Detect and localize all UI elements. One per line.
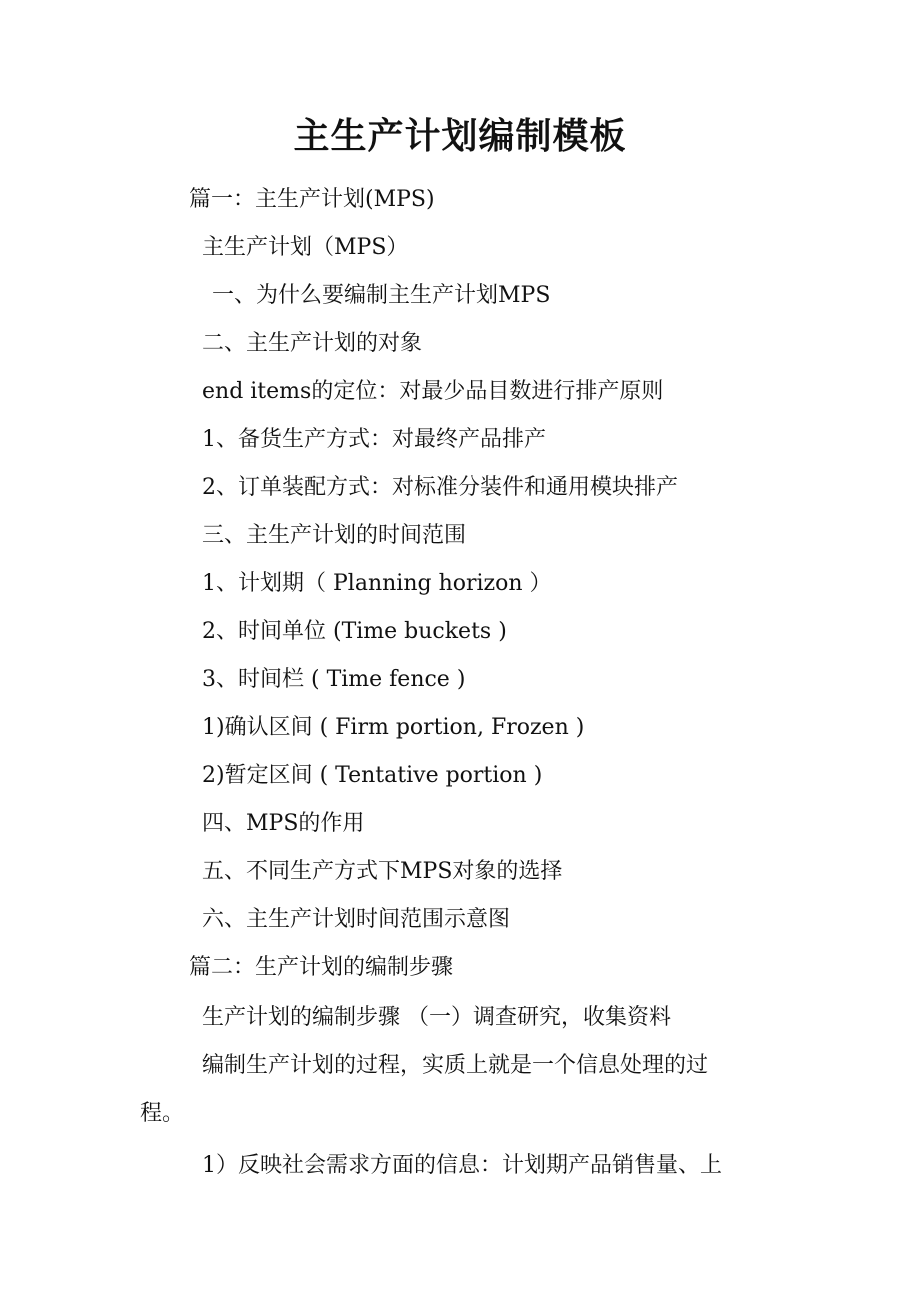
paragraph-line: 1、备货生产方式：对最终产品排产 — [202, 427, 546, 452]
paragraph-line: 生产计划的编制步骤 （一）调查研究，收集资料 — [202, 1005, 671, 1030]
section-heading-2: 篇二：生产计划的编制步骤 — [189, 955, 454, 980]
paragraph-line: 五、不同生产方式下MPS对象的选择 — [202, 859, 563, 884]
paragraph-line: 2、订单装配方式：对标准分装件和通用模块排产 — [202, 475, 678, 500]
paragraph-line: 1）反映社会需求方面的信息：计划期产品销售量、上 — [202, 1153, 722, 1178]
paragraph-line: 二、主生产计划的对象 — [202, 331, 423, 356]
paragraph-line: 编制生产计划的过程，实质上就是一个信息处理的过 — [202, 1053, 709, 1078]
document-title: 主生产计划编制模板 — [293, 115, 627, 157]
section-heading-1: 篇一：主生产计划(MPS) — [189, 187, 435, 212]
paragraph-line: 三、主生产计划的时间范围 — [202, 523, 467, 548]
paragraph-line: 一、为什么要编制主生产计划MPS — [212, 283, 551, 308]
paragraph-line: 1)确认区间 ( Firm portion, Frozen ) — [202, 715, 585, 740]
paragraph-line: 1、计划期（ Planning horizon ） — [202, 571, 552, 596]
paragraph-line: 2)暂定区间 ( Tentative portion ) — [202, 763, 543, 788]
paragraph-line: 程。 — [140, 1101, 185, 1126]
paragraph-line: 主生产计划（MPS） — [202, 235, 409, 260]
paragraph-line: 四、MPS的作用 — [202, 811, 365, 836]
paragraph-line: 2、时间单位 (Time buckets ) — [202, 619, 507, 644]
paragraph-line: 六、主生产计划时间范围示意图 — [202, 907, 511, 932]
paragraph-line: 3、时间栏 ( Time fence ) — [202, 667, 466, 692]
paragraph-line: end items的定位：对最少品目数进行排产原则 — [202, 379, 664, 404]
